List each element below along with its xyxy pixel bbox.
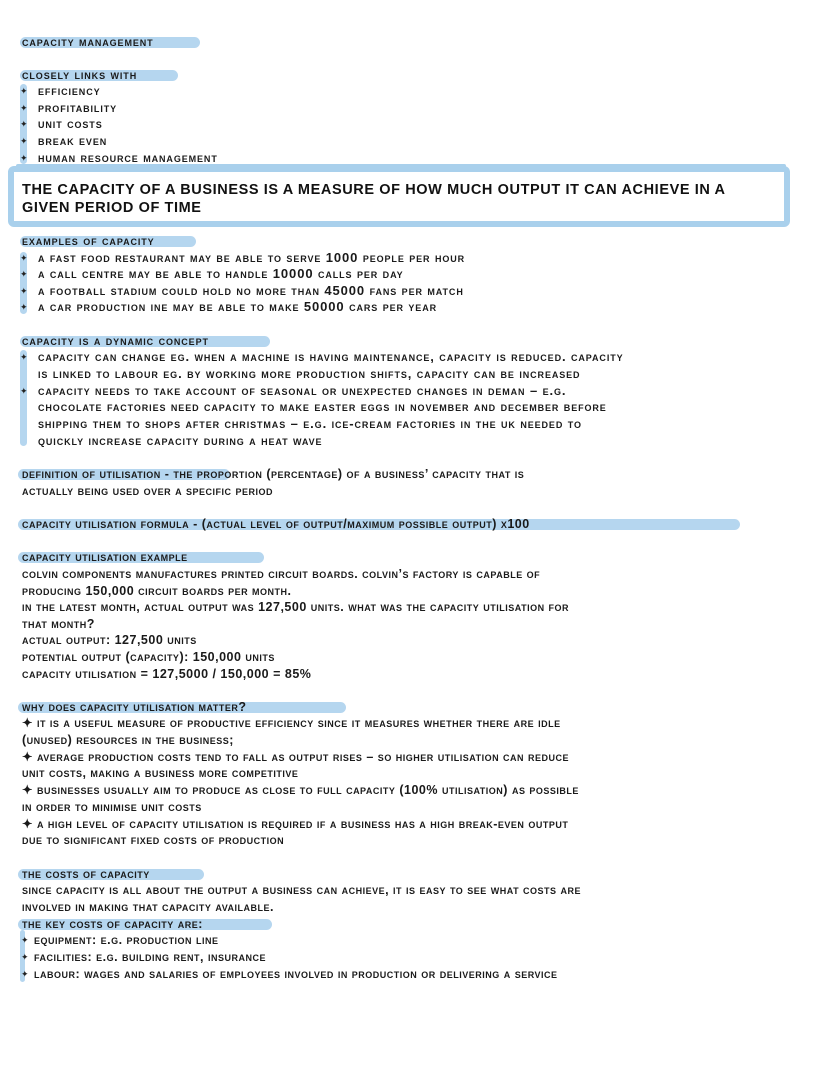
links-item: break even — [38, 133, 108, 148]
utilisation-formula: capacity utilisation formula - (actual level of output/maximum possible output) x100 — [22, 517, 530, 531]
example-line: in the latest month, actual output was 127,500 units. what was the capacity utilisation for — [22, 600, 570, 614]
bullet-icon: ✦ — [20, 302, 28, 312]
bullet-icon: ✦ — [20, 269, 28, 279]
why-line: unit costs, making a business more competitive — [22, 766, 299, 780]
bullet-icon: ✦ — [21, 969, 29, 979]
bullet-icon: ✦ — [20, 286, 28, 296]
costs-item: labour: wages and salaries of employees involved in production or delivering a service — [34, 967, 558, 981]
example-line: potential output (capacity): 150,000 units — [22, 650, 275, 664]
dynamic-line: capacity can change eg. when a machine is having maintenance, capacity is reduced. capacity — [38, 349, 624, 364]
costs-item: equipment: e.g. production line — [34, 933, 219, 947]
why-line: ✦ average production costs tend to fall as output rises – so higher utilisation can reduce — [22, 750, 570, 764]
utilisation-term: definition of utilisation — [22, 467, 161, 481]
example-heading: capacity utilisation example — [22, 550, 188, 564]
links-item: efficiency — [38, 83, 101, 98]
example-line: colvin components manufactures printed circuit boards. colvin’s factory is capable of — [22, 567, 541, 581]
dynamic-line: shipping them to shops after christmas – e.g. ice-cream factories in the uk needed to — [38, 416, 582, 431]
links-item: human resource management — [38, 150, 218, 165]
definition-box-line: GIVEN PERIOD OF TIME — [22, 200, 202, 216]
definition-box-line: THE CAPACITY OF A BUSINESS IS A MEASURE OF HOW MUCH OUTPUT IT CAN ACHIEVE IN A — [22, 182, 726, 198]
why-line: ✦ businesses usually aim to produce as close to full capacity (100% utilisation) as possible — [22, 783, 579, 797]
examples-item: a fast food restaurant may be able to serve 1000 people per hour — [38, 250, 466, 265]
examples-item: a car production ine may be able to make 50000 cars per year — [38, 299, 438, 314]
links-item: profitability — [38, 100, 118, 115]
bullet-icon: ✦ — [20, 136, 28, 146]
dynamic-line: quickly increase capacity during a heat wave — [38, 433, 323, 448]
why-line: (unused) resources in the business; — [22, 733, 234, 747]
dynamic-heading: capacity is a dynamic concept — [22, 333, 209, 348]
links-heading: closely links with — [22, 67, 138, 82]
dynamic-line: capacity needs to take account of seasonal or unexpected changes in deman – e.g. — [38, 383, 567, 398]
costs-heading: the costs of capacity — [22, 867, 150, 881]
bullet-icon: ✦ — [21, 952, 29, 962]
why-line: ✦ a high level of capacity utilisation is required if a business has a high break-even output — [22, 817, 569, 831]
dynamic-line: is linked to labour eg. by working more production shifts, capacity can be increased — [38, 366, 581, 381]
bullet-icon: ✦ — [20, 119, 28, 129]
example-line: actual output: 127,500 units — [22, 633, 197, 647]
utilisation-definition — [22, 466, 524, 482]
bullet-icon: ✦ — [20, 86, 28, 96]
examples-item: a football stadium could hold no more than 45000 fans per match — [38, 283, 464, 298]
costs-item: facilities: e.g. building rent, insurance — [34, 950, 266, 964]
bullet-icon: ✦ — [21, 935, 29, 945]
why-line: ✦ it is a useful measure of productive efficiency since it measures whether there are idle — [22, 716, 561, 730]
costs-line: since capacity is all about the output a business can achieve, it is easy to see what costs are — [22, 883, 582, 897]
bullet-icon: ✦ — [20, 253, 28, 263]
example-line: that month? — [22, 617, 95, 631]
examples-heading: examples of capacity — [22, 233, 155, 248]
bullet-icon: ✦ — [20, 352, 28, 362]
costs-line: involved in making that capacity available. — [22, 900, 274, 914]
example-line: capacity utilisation = 127,5000 / 150,000 = 85% — [22, 667, 312, 681]
examples-item: a call centre may be able to handle 10000 calls per day — [38, 266, 404, 281]
bullet-icon: ✦ — [20, 153, 28, 163]
costs-subheading: the key costs of capacity are: — [22, 917, 203, 931]
why-heading: why does capacity utilisation matter? — [22, 700, 247, 714]
utilisation-text: - the proportion (percentage) of a business’ capacity that is — [160, 467, 525, 481]
example-line: producing 150,000 circuit boards per month. — [22, 584, 292, 598]
utilisation-definition-line2: actually being used over a specific period — [22, 484, 274, 498]
links-item: unit costs — [38, 116, 103, 131]
bullet-icon: ✦ — [20, 386, 28, 396]
why-line: due to significant fixed costs of production — [22, 833, 285, 847]
bullet-icon: ✦ — [20, 103, 28, 113]
dynamic-line: chocolate factories need capacity to make easter eggs in november and december before — [38, 399, 607, 414]
page-title: capacity management — [22, 34, 154, 49]
why-line: in order to minimise unit costs — [22, 800, 202, 814]
